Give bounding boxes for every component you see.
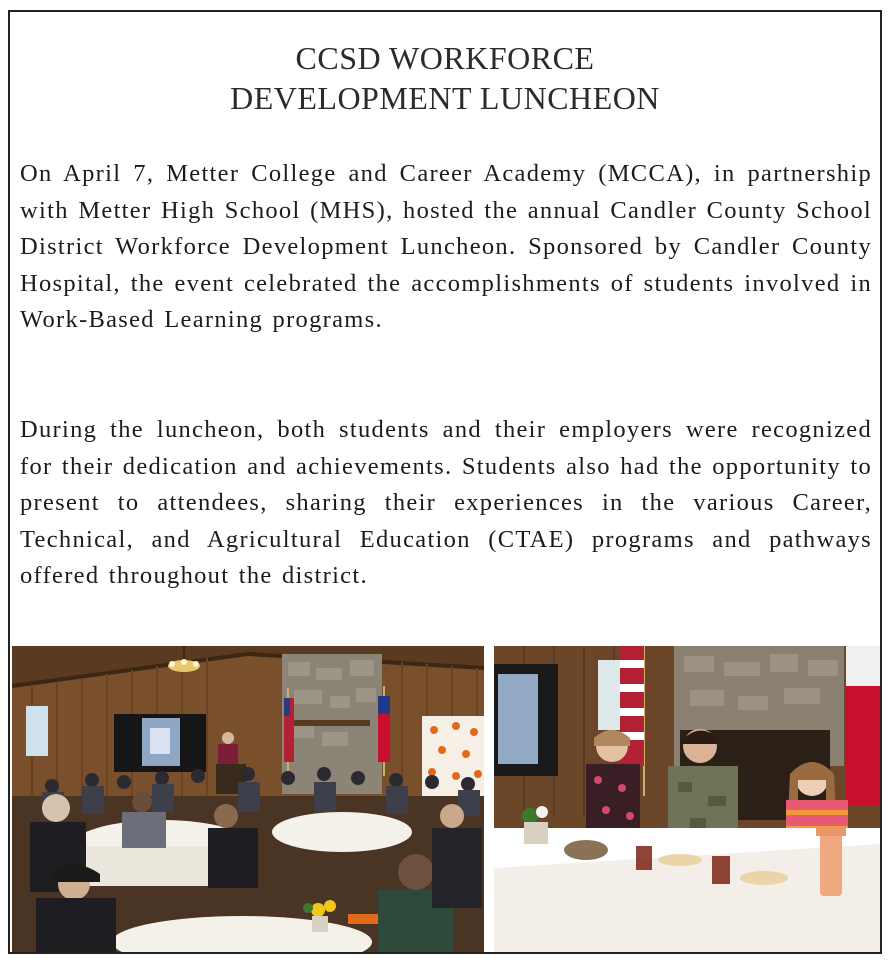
title-line-2: DEVELOPMENT LUNCHEON	[230, 80, 660, 116]
article-paragraph-1: On April 7, Metter College and Career Academy (MCCA), in partnership with Metter High School (MHS), hosted the annual Candler County School District Workforce Development Luncheon. Sponsored by Candler County Hospital, the event celebrated the accomplishments of students involved in Work-Based Learning programs.	[20, 160, 872, 333]
article-paragraph-2: During the luncheon, both students and their employers were recognized for their dedication and achievements. Students also had the opportunity to present to attendees, sharing their experiences in the various Career, Technical, and Agricultural Education (CTAE) programs and pathways offered throughout the district.	[20, 416, 872, 589]
article-frame	[8, 10, 882, 954]
luncheon-hall-photo	[12, 646, 484, 952]
luncheon-hall-illustration	[12, 646, 484, 952]
attendees-table-illustration	[494, 646, 880, 952]
centerpiece-icon	[522, 806, 548, 844]
attendees-table-photo	[494, 646, 880, 952]
article-title	[10, 38, 880, 118]
title-line-1: CCSD WORKFORCE	[295, 40, 595, 76]
